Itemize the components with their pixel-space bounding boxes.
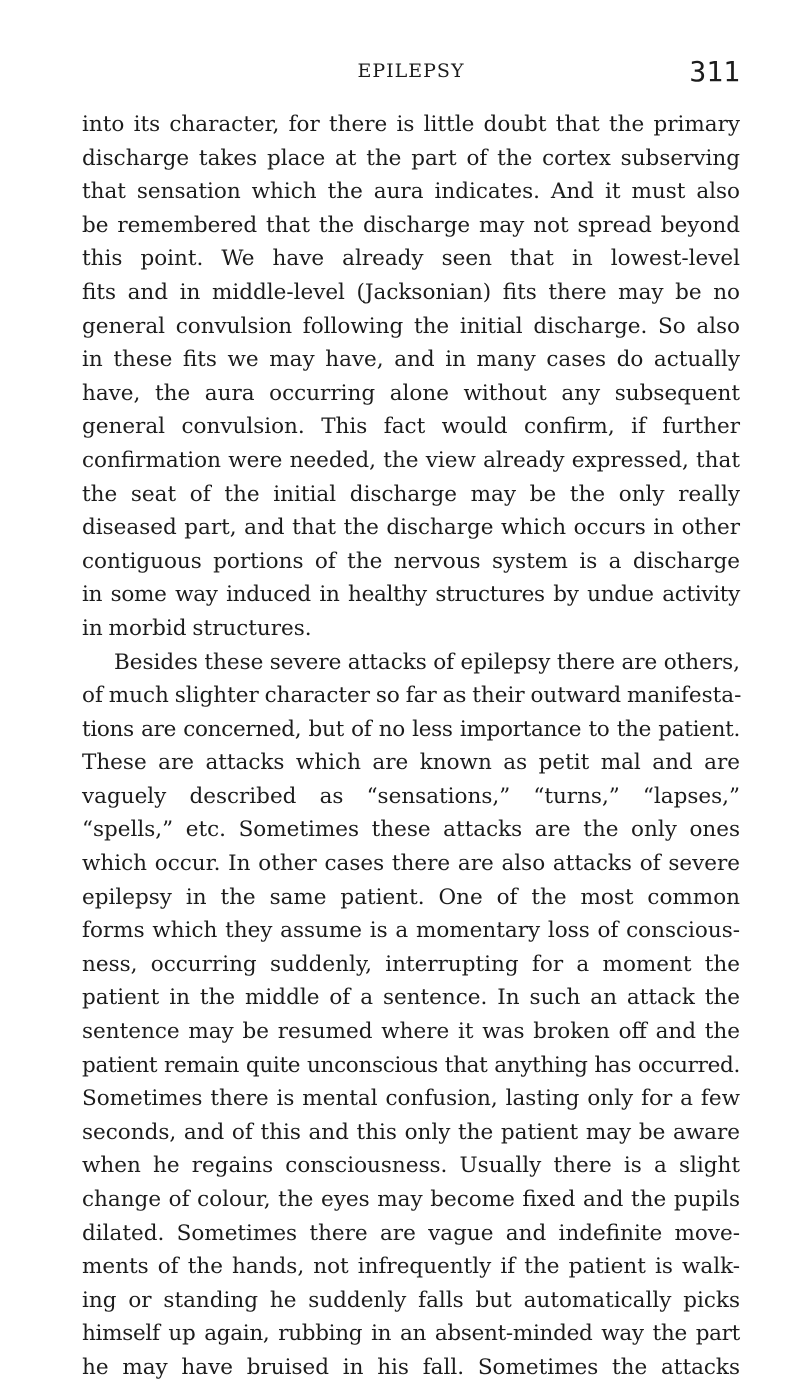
text-line: change of colour, the eyes may become fixed and the pupils <box>82 1187 740 1212</box>
text-line: patient remain quite unconscious that anything has occurred. <box>82 1052 740 1078</box>
text-line: in some way induced in healthy structures by undue activity <box>82 582 740 608</box>
text-line: These are attacks which are known as petit mal and are <box>82 750 740 776</box>
text-line: tions are concerned, but of no less importance to the patient. <box>82 716 740 742</box>
text-line: have, the aura occurring alone without any subsequent <box>82 380 740 406</box>
text-line: into its character, for there is little doubt that the primary <box>82 112 740 137</box>
text-line: in morbid structures. <box>82 615 312 641</box>
page-header-title: EPILEPSY <box>357 60 465 82</box>
text-line: be remembered that the discharge may not spread beyond <box>82 212 740 238</box>
text-line: fits and in middle-level (Jacksonian) fits there may be no <box>82 279 740 305</box>
running-head <box>82 55 740 96</box>
text-line: ments of the hands, not infrequently if the patient is walk- <box>82 1254 740 1280</box>
text-line: himself up again, rubbing in an absent-minded way the part <box>82 1321 740 1347</box>
text-line: ing or standing he suddenly falls but automatically picks <box>82 1287 740 1313</box>
text-line: ness, occurring suddenly, interrupting for a moment the <box>82 951 740 977</box>
text-line: forms which they assume is a momentary loss of conscious- <box>82 918 740 944</box>
book-page <box>82 55 742 1385</box>
text-line: that sensation which the aura indicates. And it must also <box>82 179 740 205</box>
page-number: 311 <box>689 55 740 88</box>
text-line: discharge takes place at the part of the cortex subserving <box>82 145 740 171</box>
text-line: epilepsy in the same patient. One of the most common <box>82 884 740 910</box>
text-line: when he regains consciousness. Usually there is a slight <box>82 1153 740 1179</box>
body-text <box>82 108 740 1385</box>
text-line: the seat of the initial discharge may be the only really <box>82 481 740 507</box>
text-line: confirmation were needed, the view already expressed, that <box>82 447 740 473</box>
text-line: seconds, and of this and this only the patient may be aware <box>82 1119 740 1145</box>
text-line: of much slighter character so far as their outward manifesta- <box>82 683 742 709</box>
text-line: he may have bruised in his fall. Sometimes the attacks <box>82 1354 740 1380</box>
text-line: dilated. Sometimes there are vague and indefinite move- <box>82 1220 740 1246</box>
text-line: diseased part, and that the discharge which occurs in other <box>82 515 740 541</box>
text-line: vaguely described as “sensations,” “turns,” “lapses,” <box>82 783 740 809</box>
text-line: “spells,” etc. Sometimes these attacks are the only ones <box>82 817 740 843</box>
text-line: this point. We have already seen that in lowest-level <box>82 246 740 272</box>
text-line: general convulsion. This fact would confirm, if further <box>82 414 740 440</box>
text-line: contiguous portions of the nervous system is a discharge <box>82 548 740 574</box>
text-line: Sometimes there is mental confusion, lasting only for a few <box>82 1086 740 1112</box>
text-line: patient in the middle of a sentence. In such an attack the <box>82 985 740 1011</box>
text-line: sentence may be resumed where it was broken off and the <box>82 1019 740 1045</box>
text-line: which occur. In other cases there are also attacks of severe <box>82 851 740 877</box>
text-line: general convulsion following the initial discharge. So also <box>82 313 740 339</box>
text-line: in these fits we may have, and in many cases do actually <box>82 347 740 373</box>
paragraph-start-line: Besides these severe attacks of epilepsy there are others, <box>114 649 740 675</box>
